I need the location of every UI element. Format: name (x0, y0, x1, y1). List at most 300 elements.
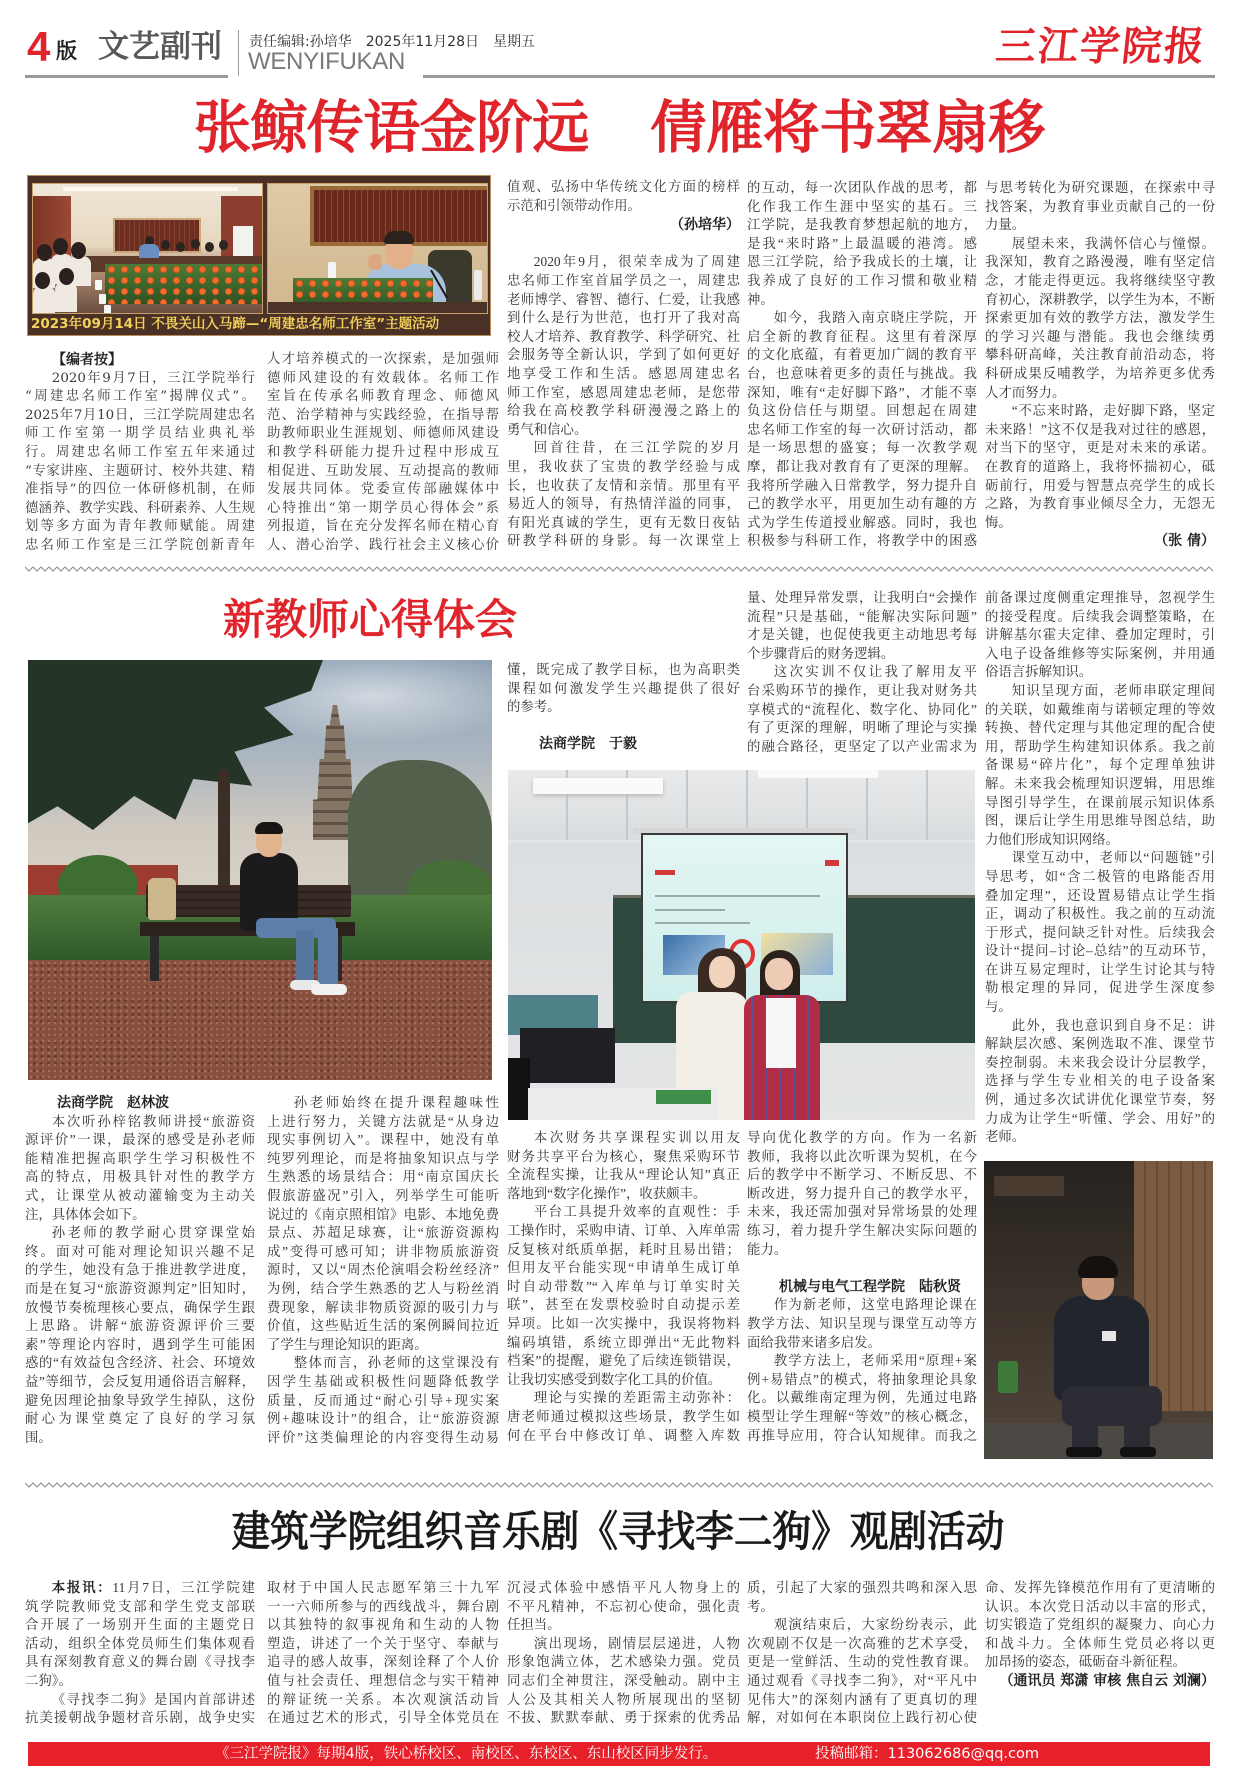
text-line: 江学院，是我教育梦想起航的地方， (747, 217, 977, 233)
article2-column-2 (267, 1094, 499, 1447)
text-line: 加昂扬的姿态，砥砺奋斗新征程。 (985, 1654, 1186, 1670)
text-line: 通过观看《寻找李二狗》，对“平凡中 (747, 1672, 977, 1688)
article3-column-5 (985, 1579, 1215, 1691)
text-line: 式为学生传道授业解惑。同时，我也 (747, 514, 977, 530)
paragraph (985, 402, 1215, 532)
photo-classroom-teachers (508, 770, 975, 1120)
text-line: 2020年9月7日，三江学院举行 (51, 370, 255, 386)
text-line: 理论与实操的差距需主动弥补： (533, 1390, 740, 1406)
slide-logo (825, 860, 839, 866)
text-line: 划等多方面为青年教师赋能。周建 (25, 519, 255, 535)
text-line: 悔。 (985, 514, 1012, 530)
paragraph (507, 1389, 740, 1445)
text-line: 老师。 (985, 1129, 1026, 1145)
text-line: 时自动带数”“入库单与订单实时关 (507, 1278, 740, 1294)
text-line: 化作我工作生涯中坚实的基石。三 (747, 198, 977, 214)
paragraph (507, 1635, 740, 1728)
text-line: 课程如何激发学生兴趣提供了很好 (507, 680, 740, 696)
text-line: 相促进、互助发展、互动提高的教师 (267, 463, 499, 479)
article3-column-4 (747, 1579, 977, 1728)
text-line: 了学生与理论知识的距离。 (267, 1336, 428, 1352)
text-line: 恩三江学院，给予我成长的土壤，让 (747, 254, 977, 270)
text-line: 例+趣味设计”的组合，让“旅游资源 (267, 1411, 499, 1427)
text-line: 终。面对可能对理论知识兴趣不足 (25, 1243, 255, 1259)
article1-column-4 (747, 179, 977, 551)
text-line: 高的特点，用极具针对性的教学方 (25, 1169, 255, 1185)
masthead-logo: 三江学院报 (993, 23, 1209, 70)
article2-column-4-bottom (747, 1129, 977, 1445)
text-line: 取材于中国人民志愿军第三十九军 (267, 1580, 499, 1595)
text-line: 能力。 (747, 1241, 788, 1257)
text-line: 说过的《南京照相馆》电影、本地免费 (267, 1206, 499, 1222)
text-line: 课堂互动中，老师以“问题链”引 (1011, 850, 1215, 866)
text-line: 此外，我也意识到自身不足：讲 (1011, 1017, 1215, 1033)
text-line: 让我切实感受到数字化工具的价值。 (507, 1371, 722, 1387)
distribution-note: 《三江学院报》每期4版，铁心桥校区、南校区、东校区、东山校区同步发行。 (215, 1746, 718, 1762)
text-line: 老师博学、睿智、德行、仁爱，让我感 (507, 291, 740, 307)
section-pinyin: WENYIFUKAN (248, 48, 406, 75)
article1-column-1 (25, 351, 255, 556)
text-line: 围。 (25, 1429, 52, 1445)
paragraph (747, 179, 977, 309)
text-line: 前备课过度侧重定理推导，忽视学生 (985, 590, 1215, 605)
attendee (33, 286, 55, 314)
text-line: 神。 (747, 291, 774, 307)
text-line: 助教师职业生涯规划、师德师风建设 (267, 426, 499, 442)
text-line: 追寻的感人故事，深刻诠释了个人价 (267, 1654, 499, 1670)
paragraph (25, 370, 255, 556)
text-line: 能精准把握高职学生学习积极性不 (25, 1150, 255, 1166)
attendee (219, 240, 228, 250)
text-line: 抗美援朝战争题材音乐剧，战争史实 (25, 1710, 255, 1726)
paragraph-spacer (747, 1259, 977, 1278)
email-address: 113062686@qq.com (887, 1746, 1040, 1762)
text-line: 科研成果反哺教学，为培养更多优秀 (985, 365, 1215, 381)
text-line: 的关联，如戴维南与诺顿定理的等效 (985, 701, 1215, 717)
paragraph (985, 589, 1215, 682)
text-line: 教师，我将以此次听课为契机，在今 (747, 1148, 977, 1164)
slide-text (655, 909, 725, 911)
text-line: 用，帮助学生构建知识体系。我之前 (985, 738, 1215, 754)
text-line: 忠名师工作室首届学员之一，周建忠 (507, 272, 740, 288)
photo-student-on-bench (28, 660, 492, 1080)
paragraph (747, 589, 977, 663)
text-line: 切实锻造了党组织的凝聚力、向心力 (985, 1617, 1215, 1633)
text-line: 入电子设备维修等实际案例，并用通 (985, 645, 1215, 661)
text-line: 的互动，每一次团队作战的思考，都 (747, 180, 977, 195)
water-bottle (474, 270, 482, 300)
text-line: 念，才能走得更远。我将继续坚守教 (985, 272, 1215, 288)
text-line: 教学方法上，老师采用“原理+案 (773, 1353, 977, 1369)
text-line: 落地到“数字化操作”，收获颇丰。 (507, 1185, 707, 1201)
text-line: 费现象，解读非物质资源的吸引力与 (267, 1299, 499, 1315)
text-line: 示范和引领带动作用。 (507, 198, 641, 214)
text-line: 而是在复习“旅游资源判定”旧知时， (25, 1280, 255, 1296)
article3-column-3 (507, 1579, 740, 1728)
paragraph (25, 1691, 255, 1728)
paragraph (985, 1579, 1215, 1672)
teacher (765, 958, 793, 990)
editor-credit: 责任编辑:孙培华 (249, 34, 352, 50)
text-line: 讲解基尔霍夫定律、叠加定理时，引 (985, 627, 1215, 643)
text-line: 知识呈现方面，老师串联定理间 (1011, 682, 1215, 698)
text-line: 找答案，为教育事业贡献自己的一份 (985, 198, 1215, 214)
text-line: 展望未来，我满怀信心与憧憬。 (1011, 235, 1215, 251)
ceiling-light (758, 770, 878, 778)
paragraph (507, 179, 740, 216)
text-line: 假旅游盛况”引入，列举学生可能听 (267, 1187, 499, 1203)
paragraph (25, 1224, 255, 1447)
tree-trunk (218, 770, 230, 895)
speaker (368, 254, 382, 270)
text-line: 上进行努力，关键方法就是“从身边 (267, 1113, 499, 1129)
text-line: 值观、弘扬中华传统文化方面的榜样 (507, 180, 740, 195)
text-line: 筑学院教师党支部和学生党支部联 (25, 1598, 255, 1614)
attendee (53, 238, 68, 255)
text-line: 的学生，她没有急于推进教学进度， (25, 1262, 255, 1278)
paragraph-spacer (507, 235, 740, 254)
text-line: 本次财务共享课程实训以用友 (533, 1130, 740, 1145)
paragraph (747, 1616, 977, 1728)
text-line: 到什么是行为世范，也打开了我对高 (507, 310, 740, 326)
text-line: 源评价”一课，最深的感受是孙老师 (25, 1132, 255, 1148)
text-line: 避免因理论抽象导致学生掉队，这份 (25, 1392, 255, 1408)
text-line-content: 11月7日，三江学院建 (112, 1580, 256, 1595)
text-line: 唐老师通过模拟这些场景，教学生如 (507, 1408, 740, 1424)
teacher (709, 956, 735, 988)
text-line: 研教学科研的身影。每一次课堂上 (507, 533, 740, 549)
text-line: 校人才培养、教育教学、科学研究、社 (507, 328, 740, 344)
bag (148, 878, 176, 920)
text-line: 地享受工作和生活。感恩周建忠名 (507, 365, 740, 381)
student (296, 930, 314, 985)
page-number: 4 (27, 23, 51, 70)
text-line: 式，让课堂从被动灌输变为主动关 (25, 1187, 255, 1203)
text-line: 演出现场，剧情层层递进，人物 (533, 1635, 740, 1651)
text-line: 人、潜心治学、践行社会主义核心价 (267, 537, 499, 553)
text-line: 台，也意味着更多的责任与挑战。我 (747, 365, 977, 381)
text-line: 设计“提问–讨论–总结”的互动环节， (985, 943, 1215, 959)
speaker (384, 231, 414, 244)
text-line: 一一六师所参与的西线战斗，舞台剧 (267, 1598, 499, 1614)
text-line: 作为新老师，这堂电路理论课在 (773, 1297, 977, 1313)
text-line: 享模式的“流程化、数字化、协同化” (747, 701, 977, 717)
paragraph (25, 1113, 255, 1225)
text-line: “不忘来时路，走好脚下路，坚定 (1011, 403, 1215, 419)
text-line: “专家讲座、主题研讨、校外共建、精 (25, 463, 255, 479)
text-line: 财务共享平台为核心，聚焦采购环节 (507, 1148, 740, 1164)
text-line: 异项。比如一次实操中，我误将物料 (507, 1315, 740, 1331)
text-line: 德师风建设的有效载体。名师工作 (267, 370, 499, 386)
text-line: 忠名师工作室的每一次研讨活动，都 (747, 421, 977, 437)
article2-column-3-top (507, 661, 740, 754)
text-line: 工操作时，采购申请、订单、入库单需 (507, 1222, 740, 1238)
text-line: 懂，既完成了教学目标，也为高职类 (507, 662, 740, 677)
paragraph (747, 309, 977, 551)
text-line: 师工作室第一期学员结业典礼举 (25, 426, 255, 442)
attendee (191, 239, 200, 249)
page-suffix: 版 (56, 39, 77, 63)
text-line: 何在平台中修改订单、调整入库数 (507, 1427, 740, 1443)
text-line: 联”，甚至在发票校验时自动提示差 (507, 1297, 740, 1313)
text-line: 断改进，努力提升自己的教学水平， (747, 1185, 977, 1201)
text-line: 是一场思想的盛宴；每一次教学观 (747, 440, 977, 456)
text-line: 正，调动了积极性。我之前的互动流 (985, 906, 1215, 922)
text-line: 备课易“碎片化”，每个定理单独讲 (985, 757, 1215, 773)
text-line: 和战斗力。全体师生党员必将以更 (985, 1635, 1215, 1651)
text-line: 我将所学融入日常教学，努力提升自 (747, 477, 977, 493)
text-line: 次观剧不仅是一次高雅的艺术享受， (747, 1635, 977, 1651)
slide-text (655, 922, 750, 924)
text-line: 模型让学生理解“等效”的核心概念， (747, 1408, 977, 1424)
text-line: 我深知，教育之路漫漫，唯有坚定信 (985, 254, 1215, 270)
author-byline: 法商学院 于毅 (539, 736, 637, 753)
text-line: 人才培养模式的一次探索，是加强师 (267, 352, 499, 367)
text-line: 叠加定理”，还设置易错点让学生指 (985, 887, 1215, 903)
text-line: 本次听孙梓铭教师讲授“旅游资 (51, 1113, 255, 1129)
text-line: 教学方法、知识呈现与课堂互动等方 (747, 1315, 977, 1331)
text-line: 解缺层次感、案例选取不准、课堂节 (985, 1036, 1215, 1052)
paragraph (507, 1203, 740, 1389)
text-line: 化。以戴维南定理为例，先通过电路 (747, 1390, 977, 1406)
text-line: 易近人的领导，有热情洋溢的同事， (507, 496, 740, 512)
text-line: 我养成了良好的工作习惯和敬业精 (747, 272, 977, 288)
text-line: 与思考转化为研究课题，在探索中寻 (985, 180, 1215, 195)
cup (95, 280, 102, 290)
text-line: 回首往昔，在三江学院的岁月 (533, 440, 740, 456)
text-line: 在教育的道路上，我将怀揣初心，砥 (985, 458, 1215, 474)
text-line: 勒根定理的异同，促进学生深度参 (985, 980, 1215, 996)
monitor (508, 1058, 530, 1120)
footer-bar (28, 1742, 1210, 1766)
author-byline: 法商学院 赵林波 (57, 1095, 169, 1111)
paragraph (507, 439, 740, 551)
text-line: 生熟悉的场景结合：用“南京国庆长 (267, 1169, 499, 1185)
text-line: 的学习兴趣与潜能。我也会继续勇 (985, 328, 1215, 344)
text-line: 的文化底蕴，有着更加广阔的教育平 (747, 347, 977, 363)
text-line: 与。 (985, 999, 1012, 1015)
text-line: 行。周建忠名师工作室五年来通过 (25, 444, 255, 460)
text-line: 放慢节奏梳理核心要点，确保学生跟 (25, 1299, 255, 1315)
student (318, 928, 338, 988)
text-line: 认识。本次党日活动以丰富的形式， (985, 1598, 1215, 1614)
author-byline: 机械与电气工程学院 陆秋贤 (779, 1278, 961, 1295)
text-line: 长，也收获了友情和亲情。那里有平 (507, 477, 740, 493)
text-line: 源时，又以“周杰伦演唱会粉丝经济” (267, 1262, 499, 1278)
wall-sign (994, 1176, 1064, 1196)
text-line: 任担当。 (507, 1617, 561, 1633)
article1-column-2 (267, 351, 499, 556)
text-line: 量、处理异常发票，让我明白“会操作 (747, 590, 977, 605)
photo-meeting-room (32, 183, 263, 314)
email-label: 投稿邮箱： (815, 1746, 888, 1762)
text-line: 师工作室，感恩周建忠老师，是您带 (507, 384, 740, 400)
text-line: 成”变得可感可知；讲非物质旅游资 (267, 1243, 499, 1259)
text-line: 不拔、默默奉献、勇于探索的优秀品 (507, 1710, 740, 1726)
monitor (520, 1028, 615, 1083)
text-line: 但用友平台能实现“申请单生成订单 (507, 1260, 740, 1276)
cup (998, 1361, 1018, 1393)
text-line: 砺前行，用爱与智慧点亮学生的成长 (985, 477, 1215, 493)
section-name: 文艺副刊 (98, 29, 222, 65)
text-line: 的融合路径，更坚定了以产业需求为 (747, 738, 977, 754)
text-line: 注，具体体会如下。 (25, 1206, 146, 1222)
text-line: 力量。 (985, 217, 1026, 233)
text-line: 人才而努力。 (985, 384, 1066, 400)
text-line: 如今，我踏入南京晓庄学院，开 (773, 310, 977, 326)
text-line: 同志们全神贯注，深受触动。剧中主 (507, 1672, 740, 1688)
attendee (139, 244, 159, 258)
text-line: 2020年9月，很荣幸成为了周建 (533, 254, 740, 270)
text-line: 力他们形成知识网络。 (985, 831, 1119, 847)
text-line: 流程”只是基础，“能解决实际问题” (747, 608, 977, 624)
paragraph (267, 1579, 499, 1728)
text-line: 于形式，提问缺乏针对性。后续我会 (985, 924, 1215, 940)
attendee (37, 244, 52, 261)
pebble-ground (28, 960, 492, 1080)
table (268, 302, 488, 314)
article3-column-1 (25, 1579, 255, 1728)
text-line (25, 1579, 255, 1598)
section-divider (25, 565, 1215, 573)
student (255, 822, 283, 834)
text-line: 摩，都让我对教育有了更深的理解。 (747, 458, 977, 474)
photo-collage (27, 175, 491, 336)
text-line: 景点、苏超足球赛，让“旅游资源构 (267, 1225, 499, 1241)
text-line: 编码填错，系统立即弹出“无此物料 (507, 1334, 740, 1350)
article3-headline: 建筑学院组织音乐剧《寻找李二狗》观剧活动 (231, 1507, 1005, 1556)
flower-arrangement (105, 264, 263, 304)
text-line: 见伟大”的深刻内涵有了更真切的理 (747, 1691, 977, 1707)
paragraph (747, 1129, 977, 1259)
text-line: “周建忠名师工作室”揭牌仪式”。 (25, 389, 255, 405)
paragraph-spacer (507, 717, 740, 736)
attendee (161, 240, 170, 250)
text-line: 导向优化教学的方向。作为一名新 (747, 1130, 977, 1145)
attendee (35, 272, 50, 289)
text-line: 的辩证统一关系。本次观演活动旨 (267, 1691, 499, 1707)
text-line: 二狗》。 (25, 1672, 72, 1688)
ceiling-light (63, 187, 238, 191)
text-line: 的参考。 (507, 699, 561, 715)
photo-speaker (267, 183, 488, 314)
article1-column-5 (985, 179, 1215, 551)
text-line: 孙老师的教学耐心贯穿课堂始 (51, 1225, 255, 1241)
text-line: 之路，为教育事业倾尽全力，无怨无 (985, 496, 1215, 512)
text-line: 沉浸式体验中感悟平凡人物身上的 (507, 1580, 740, 1595)
text-line: 2025年7月10日，三江学院周建忠名 (25, 407, 255, 423)
text-line: 俗语言拆解知识。 (985, 664, 1093, 680)
text-line: 勇气和信心。 (507, 421, 588, 437)
header-rule-right (423, 75, 1215, 78)
article2-column-4-top (747, 589, 977, 756)
slide-title (655, 870, 675, 875)
text-line: 具有深刻教育意义的舞台剧《寻找李 (25, 1654, 255, 1670)
text-line: 例，通过多次试讲优化课堂节奏，努 (985, 1092, 1215, 1108)
text-line: 练习，着力提升学生解决实际问题的 (747, 1222, 977, 1238)
text-line: 台采购环节的操作，更让我对财务共 (747, 682, 977, 698)
text-line: 合开展了一场别开生面的主题党日 (25, 1617, 255, 1633)
text-line: 塑造，讲述了一个关于坚守、奉献与 (267, 1635, 499, 1651)
paragraph (507, 1129, 740, 1203)
text-line: 耐心为课堂奠定了良好的学习氛 (25, 1411, 255, 1427)
paragraph (507, 253, 740, 439)
article2-headline: 新教师心得体会 (223, 595, 518, 644)
paragraph (747, 1352, 977, 1445)
text-line: 在通过艺术的形式，引导全体党员在 (267, 1710, 499, 1726)
author-signature: （孙培华） (670, 217, 740, 234)
paragraph (985, 849, 1215, 1016)
paragraph (985, 179, 1215, 235)
editor-note-heading: 【编者按】 (52, 352, 122, 368)
text-line: 负这份信任与期望。回想起在周建 (747, 403, 977, 419)
cup (104, 305, 111, 314)
student (1078, 1256, 1118, 1278)
shoe (311, 984, 347, 995)
text-line: 列报道，旨在充分发挥名师在精心育 (267, 519, 499, 535)
text-line: 准指导”的四位一体研修机制，在师 (25, 482, 255, 498)
dateline-label: 本报讯： (51, 1581, 113, 1596)
text-line: 深知，唯有“走好脚下路”，才能不辜 (747, 384, 977, 400)
paragraph (507, 661, 740, 717)
text-line: 命、发挥先锋模范作用有了更清晰的 (985, 1580, 1215, 1595)
text-line: 更是一堂鲜活、生动的党性教育课。 (747, 1654, 977, 1670)
text-line: 益”等细节，会反复用通俗语言解释， (25, 1373, 255, 1389)
text-line: 未来路！”这不仅是我对过往的感恩， (985, 421, 1215, 437)
text-line: 整体而言，孙老师的这堂课没有 (293, 1355, 499, 1371)
attendee (205, 242, 214, 252)
text-line: 在讲互易定理时，让学生讨论其与特 (985, 961, 1215, 977)
text-line: 惑的“有效益包含经济、社会、环境效 (25, 1355, 255, 1371)
text-line: 导图引导学生，在课前展示知识体系 (985, 794, 1215, 810)
text-line: 心特推出“第一期学员心得体会”系 (267, 500, 499, 516)
paragraph (747, 663, 977, 756)
text-line: 转换、替代定理与其他定理的配合使 (985, 720, 1215, 736)
text-line: 里，我收获了宝贵的教学经验与成 (507, 458, 740, 474)
issue-date: 2025年11月28日 (365, 34, 479, 50)
text-line: 观演结束后，大家纷纷表示，此 (773, 1617, 977, 1633)
text-line: 解。未来我会梳理知识逻辑，用思维 (985, 775, 1215, 791)
bench-leg (150, 936, 159, 981)
text-line: 不平凡精神，不忘初心使命，强化责 (507, 1598, 740, 1614)
text-line: 是我“来时路”上最温暖的港湾。感 (747, 235, 977, 251)
text-line: 德涵养、教学实践、科研素养、人生规 (25, 500, 255, 516)
slide-text (655, 895, 820, 897)
text-line: 全流程实操，让我从“理论认知”真正 (507, 1167, 740, 1183)
text-line: 的接受程度。后续我会调整策略，在 (985, 608, 1215, 624)
header-divider (238, 30, 239, 76)
phone (1102, 1331, 1116, 1341)
text-line: 对当下的坚守，更是对未来的承诺。 (985, 440, 1215, 456)
text-line: 面给我带来诸多启发。 (747, 1334, 881, 1350)
text-line: 给我在高校教学科研漫漫之路上的 (507, 403, 740, 419)
paragraph (985, 682, 1215, 849)
attendee (59, 268, 74, 285)
photo-student-with-phone (984, 1161, 1213, 1459)
text-line: 图，课后让学生用思维导图总结，助 (985, 813, 1215, 829)
section-divider (25, 1481, 1215, 1489)
book (656, 1090, 711, 1104)
header-rule-left (25, 75, 228, 78)
article2-column-1 (25, 1094, 255, 1447)
article1-headline-right: 倩雁将书翠扇移 (650, 94, 1045, 161)
text-line: 和教学科研能力提升过程中形成互 (267, 444, 499, 460)
paragraph (985, 235, 1215, 402)
text-line: 例+易错点”的模式，将抽象理论具象 (747, 1371, 977, 1387)
paragraph (747, 1296, 977, 1352)
text-line: 孙老师始终在提升课程趣味性 (293, 1095, 499, 1110)
text-line: 发展共同体。党委宣传部融媒体中 (267, 482, 499, 498)
